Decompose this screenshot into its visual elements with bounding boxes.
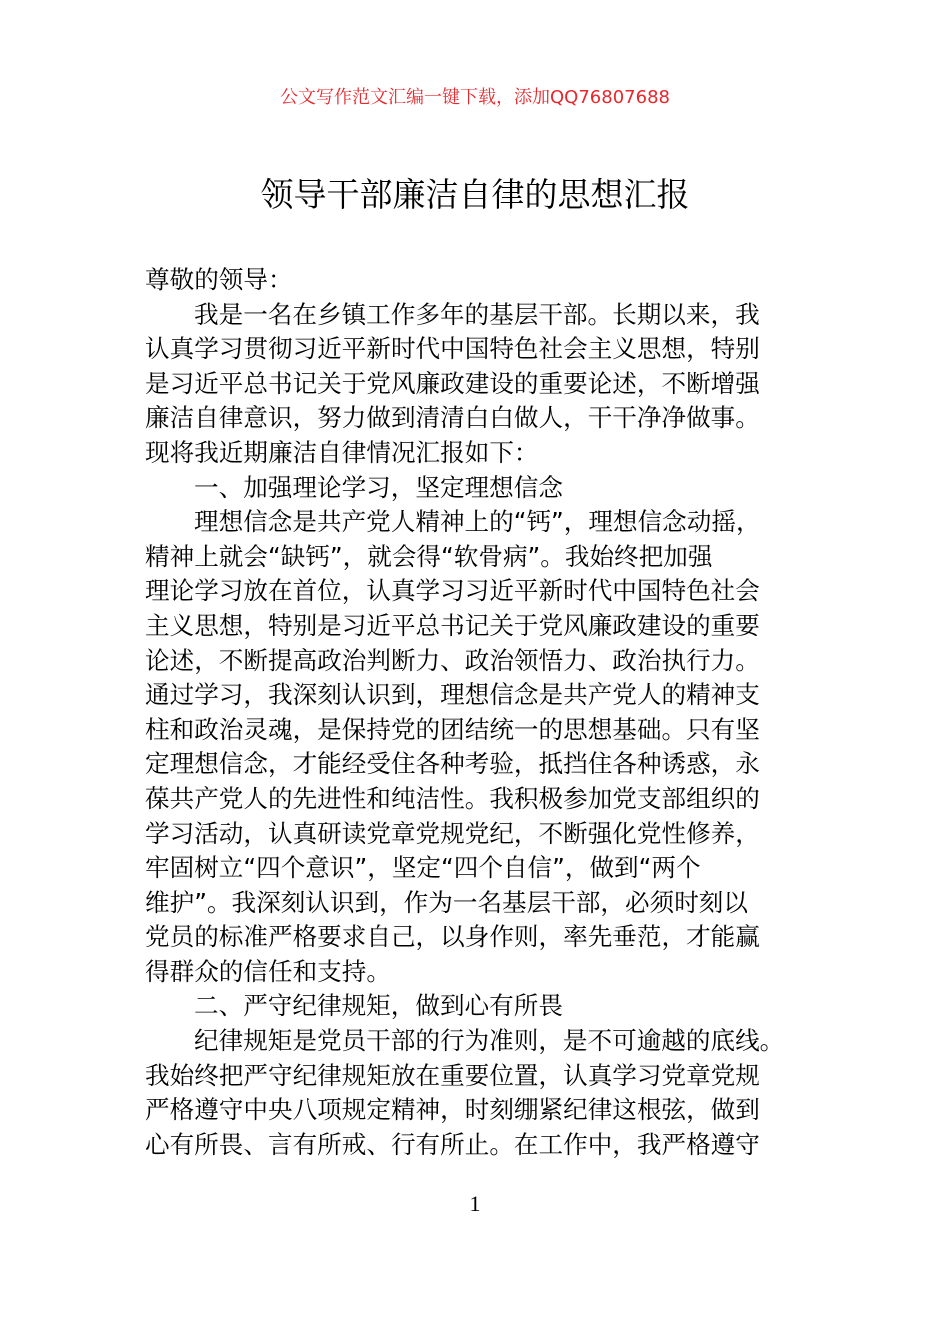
paragraph-line: 严格遵守中央八项规定精神，时刻绷紧纪律这根弦，做到 [145, 1095, 760, 1125]
salutation-line: 尊敬的领导： [145, 265, 293, 294]
paragraph-line: 理想信念是共产党人精神上的“钙”，理想信念动摇， [194, 507, 761, 537]
download-banner: 公文写作范文汇编一键下载，添加QQ76807688 [280, 87, 670, 108]
paragraph-line: 我是一名在乡镇工作多年的基层干部。长期以来，我 [194, 299, 760, 329]
paragraph-line: 主义思想，特别是习近平总书记关于党风廉政建设的重要 [145, 610, 760, 640]
paragraph-line: 认真学习贯彻习近平新时代中国特色社会主义思想，特别 [145, 334, 760, 364]
section-heading-1: 一、加强理论学习，坚定理想信念 [194, 472, 563, 502]
page-number: 1 [469, 1191, 481, 1216]
paragraph-line: 通过学习，我深刻认识到，理想信念是共产党人的精神支 [145, 680, 760, 710]
paragraph-line: 葆共产党人的先进性和纯洁性。我积极参加党支部组织的 [145, 783, 760, 813]
paragraph-line: 论述，不断提高政治判断力、政治领悟力、政治执行力。 [145, 645, 760, 675]
paragraph-line: 维护”。我深刻认识到，作为一名基层干部，必须时刻以 [145, 887, 748, 917]
section-heading-2: 二、严守纪律规矩，做到心有所畏 [194, 991, 563, 1021]
paragraph-line: 精神上就会“缺钙”，就会得“软骨病”。我始终把加强 [145, 541, 713, 571]
paragraph-line: 定理想信念，才能经受住各种考验，抵挡住各种诱惑，永 [145, 749, 760, 779]
document-title: 领导干部廉洁自律的思想汇报 [260, 175, 690, 214]
paragraph-line: 党员的标准严格要求自己，以身作则，率先垂范，才能赢 [145, 922, 760, 952]
document-body [145, 263, 815, 1162]
paragraph-line: 现将我近期廉洁自律情况汇报如下： [145, 437, 539, 467]
paragraph-line: 理论学习放在首位，认真学习习近平新时代中国特色社会 [145, 576, 760, 606]
paragraph-line: 牢固树立“四个意识”，坚定“四个自信”，做到“两个 [145, 853, 701, 883]
paragraph-line: 我始终把严守纪律规矩放在重要位置，认真学习党章党规 [145, 1060, 760, 1090]
paragraph-line: 学习活动，认真研读党章党规党纪，不断强化党性修养， [145, 818, 760, 848]
paragraph-line: 纪律规矩是党员干部的行为准则，是不可逾越的底线。 [194, 1026, 785, 1056]
paragraph-line: 得群众的信任和支持。 [145, 956, 391, 986]
paragraph-line: 廉洁自律意识，努力做到清清白白做人，干干净净做事。 [145, 403, 760, 433]
paragraph-line: 柱和政治灵魂，是保持党的团结统一的思想基础。只有坚 [145, 714, 760, 744]
paragraph-line: 心有所畏、言有所戒、行有所止。在工作中，我严格遵守 [145, 1129, 760, 1159]
paragraph-line: 是习近平总书记关于党风廉政建设的重要论述，不断增强 [145, 368, 760, 398]
